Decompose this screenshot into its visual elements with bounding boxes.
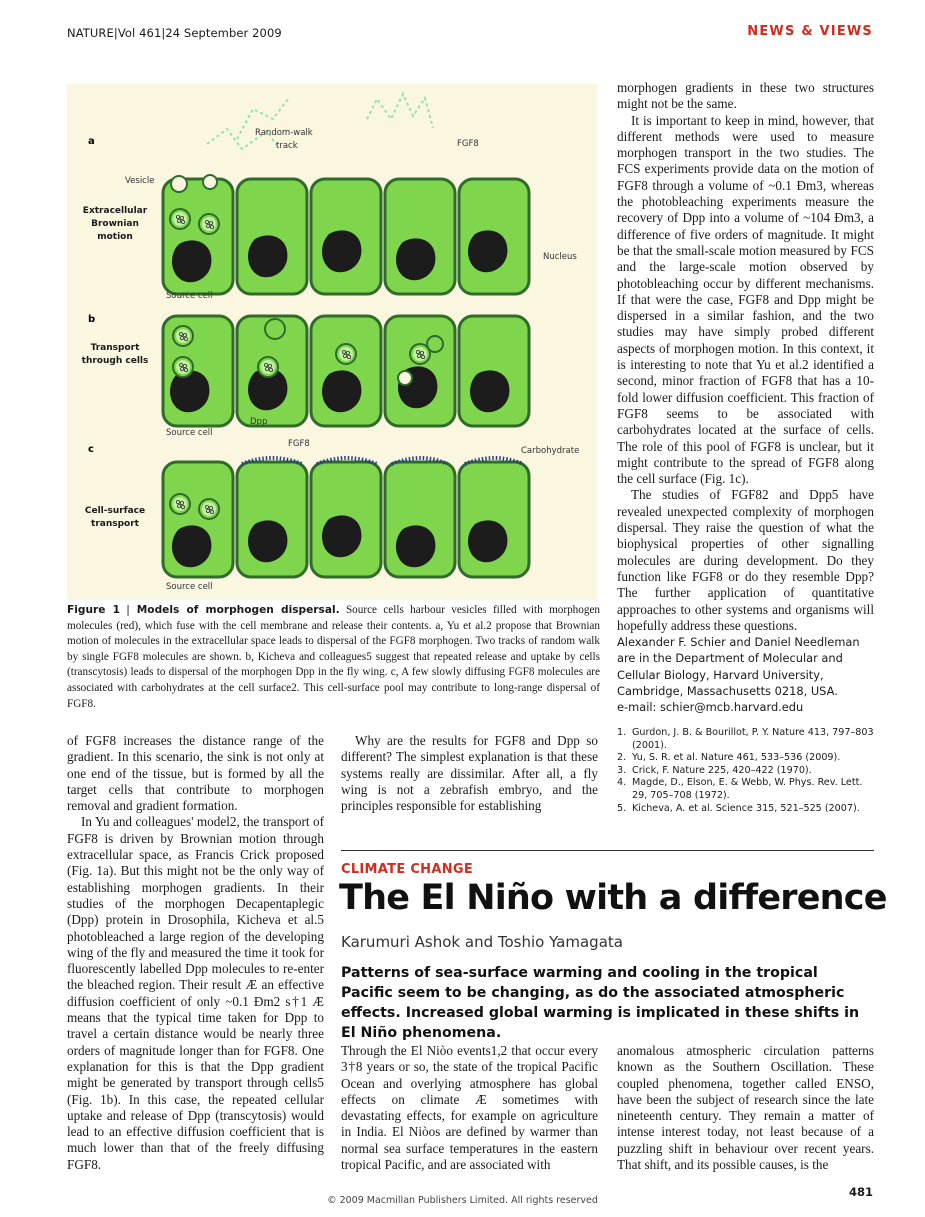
label-source-b: Source cell bbox=[166, 428, 213, 438]
copyright-footer: © 2009 Macmillan Publishers Limited. All rights reserved bbox=[327, 1195, 598, 1206]
reference-item: 4. Magde, D., Elson, E. & Webb, W. Phys. Rev. Lett. 29, 705–708 (1972). bbox=[617, 777, 863, 801]
label-vesicle: Vesicle bbox=[125, 176, 155, 186]
label-fgf8-c: FGF8 bbox=[288, 439, 310, 449]
panel-letter-b: b bbox=[88, 314, 96, 325]
col1-paragraph-1: of FGF8 increases the distance range of the gradient. In this scenario, the sink is not only at one end of the tissue, but is formed by all the target cells that contribute to morphogen removal and gradient formation. bbox=[67, 733, 324, 814]
running-header: NATURE|Vol 461|24 September 2009 bbox=[67, 26, 282, 40]
reference-item: 3. Crick, F. Nature 225, 420–422 (1970). bbox=[617, 764, 812, 776]
label-source-c: Source cell bbox=[166, 582, 213, 592]
right-paragraph-3: The studies of FGF82 and Dpp5 have revealed unexpected complexity of morphogen dispersal. They raise the question of what the biophysical properties of other signalling molecules are during development. Do they function like FGF8 or do they resemble Dpp? The further application of quantitative approaches to other systems and organisms will hopefully address these questions. bbox=[617, 487, 874, 633]
reference-item: 2. Yu, S. R. et al. Nature 461, 533–536 (2009). bbox=[617, 752, 841, 764]
column-2-text bbox=[341, 733, 598, 814]
article-standfirst: Patterns of sea-surface warming and cooling in the tropical Pacific seem to be changing, as do the associated atmospheric effects. Increased global warming is implicated in these shifts in El Niño phenomena. bbox=[341, 965, 860, 1041]
section-header: NEWS & VIEWS bbox=[747, 24, 873, 39]
figure-1 bbox=[67, 84, 597, 600]
label-carbohydrate: Carbohydrate bbox=[521, 446, 580, 456]
row-a-cells bbox=[163, 94, 529, 294]
caption-fig-label: Figure 1 bbox=[67, 604, 120, 616]
article-divider bbox=[341, 850, 874, 851]
panel-c-label: Cell-surface transport bbox=[84, 506, 146, 529]
right-paragraph-2: It is important to keep in mind, however, that different methods were used to measure morphogen transport in the two studies. The FCS experiments provide data on the motion of FGF8 through a volume of ~0.1 Ðm3, whereas the photobleaching experiments measure the recovery of Dpp into a volume of ~104 Ðm3, a difference of five orders of magnitude. It might be that the small-scale motion measured by FCS and the large-scale motion observed by photobleaching occur by different mechanisms. If that were the case, FGF8 and Dpp might be dispersed in a similar fashion, and the two studies may have simply probed different aspects of morphogen motion. In this context, it is interesting to note that Yu et al.2 identified a second, minor fraction of FGF8 that has a 10-fold lower diffusion coefficient. This fraction of FGF8 seems to be associated with carbohydrates located at the surface of cells. The role of this pool of FGF8 is unclear, but it might contribute to the spread of FGF8 along the cell surface (Fig. 1c). bbox=[617, 112, 874, 487]
label-track: track bbox=[276, 141, 298, 151]
article-body-col2: anomalous atmospheric circulation patterns known as the Southern Oscillation. These coupled phenomena, together called ENSO, have been the subject of research since the late nineteenth century. They remain a matter of intense interest today, not least because of a puzzling shift in behaviour over recent years. That shift, and its possible causes, is the bbox=[617, 1043, 874, 1173]
page-number: 481 bbox=[848, 1185, 873, 1199]
col2-paragraph-1: Why are the results for FGF8 and Dpp so different? The simplest explanation is that these systems really are dissimilar. After all, a fly wing is not a zebrafish embryo, and the principles responsible for establishing bbox=[341, 733, 598, 814]
panel-b-label: Transport through cells bbox=[81, 343, 149, 366]
reference-item: 5. Kicheva, A. et al. Science 315, 521–525 (2007). bbox=[617, 802, 860, 814]
figure-caption: Figure 1 | Models of morphogen dispersal. Source cells harbour vesicles filled with morphogen molecules (red), which fuse with the cell membrane and release their contents. a, Yu et al.2 propose that Brownian motion of molecules in the extracellular space leads to dispersal of the FGF8 morphogen. Two tracks of random walk by single FGF8 molecules are shown. b, Kicheva and colleagues5 suggest that repeated release and uptake by cells (transcytosis) leads to dispersal of the morphogen Dpp in the fly wing. c, A few slowly diffusing FGF8 molecules are associated with carbohydrates at the cell surface2. This cell-surface pool may contribute to long-range dispersal of FGF8. bbox=[67, 604, 601, 710]
label-dpp: Dpp bbox=[250, 417, 268, 427]
label-fgf8-a: FGF8 bbox=[457, 139, 479, 149]
label-nucleus: Nucleus bbox=[543, 252, 577, 262]
article-section-label: CLIMATE CHANGE bbox=[341, 862, 474, 877]
caption-fig-title: Models of morphogen dispersal. bbox=[136, 604, 340, 616]
row-b-cells bbox=[163, 316, 529, 426]
col1-paragraph-2: In Yu and colleagues' model2, the transport of FGF8 is driven by Brownian motion through extracellular space, as Francis Crick proposed (Fig. 1a). But this might not be the only way of establishing morphogen gradients. In their studies of the morphogen Decapentaplegic (Dpp) protein in Drosophila, Kicheva et al.5 photobleached a large region of the developing wing of the fly and measured the time it took for fluorescently labelled Dpp molecules to re-enter the bleached region. Their result Æ an effective diffusion coefficient of only ~0.1 Ðm2 s†1 Æ means that the typical time taken for Dpp to travel a certain distance would be nearly three orders of magnitude longer than for FGF8. One explanation for this is that the Dpp gradient might be generated by transport through cells5 (Fig. 1b). In this case, the repeated cellular uptake and release of Dpp (transcytosis) would lead to an effective diffusion coefficient that is much lower than that of the freely diffusing FGF8. bbox=[67, 814, 324, 1172]
reference-list bbox=[617, 727, 874, 815]
right-column-text bbox=[617, 80, 874, 634]
right-paragraph-1: morphogen gradients in these two structures might not be the same. bbox=[617, 80, 874, 112]
article-title: The El Niño with a difference bbox=[339, 878, 887, 918]
label-source-a: Source cell bbox=[166, 291, 213, 301]
article-authors: Karumuri Ashok and Toshio Yamagata bbox=[341, 933, 623, 951]
caption-text: Source cells harbour vesicles filled with morphogen molecules (red), which fuse with the cell membrane and release their contents. a, Yu et al.2 propose that Brownian motion of molecules in the extracellular space leads to dispersal of the FGF8 morphogen. Two tracks of random walk by single FGF8 molecules are shown. b, Kicheva and colleagues5 suggest that repeated release and uptake by cells (transcytosis) leads to dispersal of the morphogen Dpp in the fly wing. c, A few slowly diffusing FGF8 molecules are associated with carbohydrates at the cell surface2. This cell-surface pool may contribute to long-range dispersal of FGF8. bbox=[67, 604, 601, 710]
panel-letter-c: c bbox=[88, 444, 94, 455]
affiliation-email: e-mail: schier@mcb.harvard.edu bbox=[617, 700, 804, 715]
row-c-cells bbox=[163, 458, 529, 577]
panel-letter-a: a bbox=[88, 136, 95, 147]
author-affiliation bbox=[617, 634, 874, 715]
label-random-walk: Random-walk bbox=[255, 128, 313, 138]
column-1-text bbox=[67, 733, 324, 1173]
panel-a-label: Extracellular Brownian motion bbox=[82, 206, 148, 242]
affiliation-text: Alexander F. Schier and Daniel Needleman are in the Department of Molecular and Cellular Biology, Harvard University, Cambridge, Massachusetts 0218, USA. bbox=[617, 635, 860, 698]
article-body-col1: Through the El Niòo events1,2 that occur every 3†8 years or so, the state of the tropical Pacific Ocean and overlying atmosphere has global effects on climate Æ sometimes with devastating effects, for example on agriculture in India. El Niòos are defined by warmer than normal sea surface temperatures in the eastern tropical Pacific, and are associated with bbox=[341, 1043, 598, 1173]
reference-item: 1. Gurdon, J. B. & Bourillot, P. Y. Nature 413, 797–803 (2001). bbox=[617, 727, 874, 751]
